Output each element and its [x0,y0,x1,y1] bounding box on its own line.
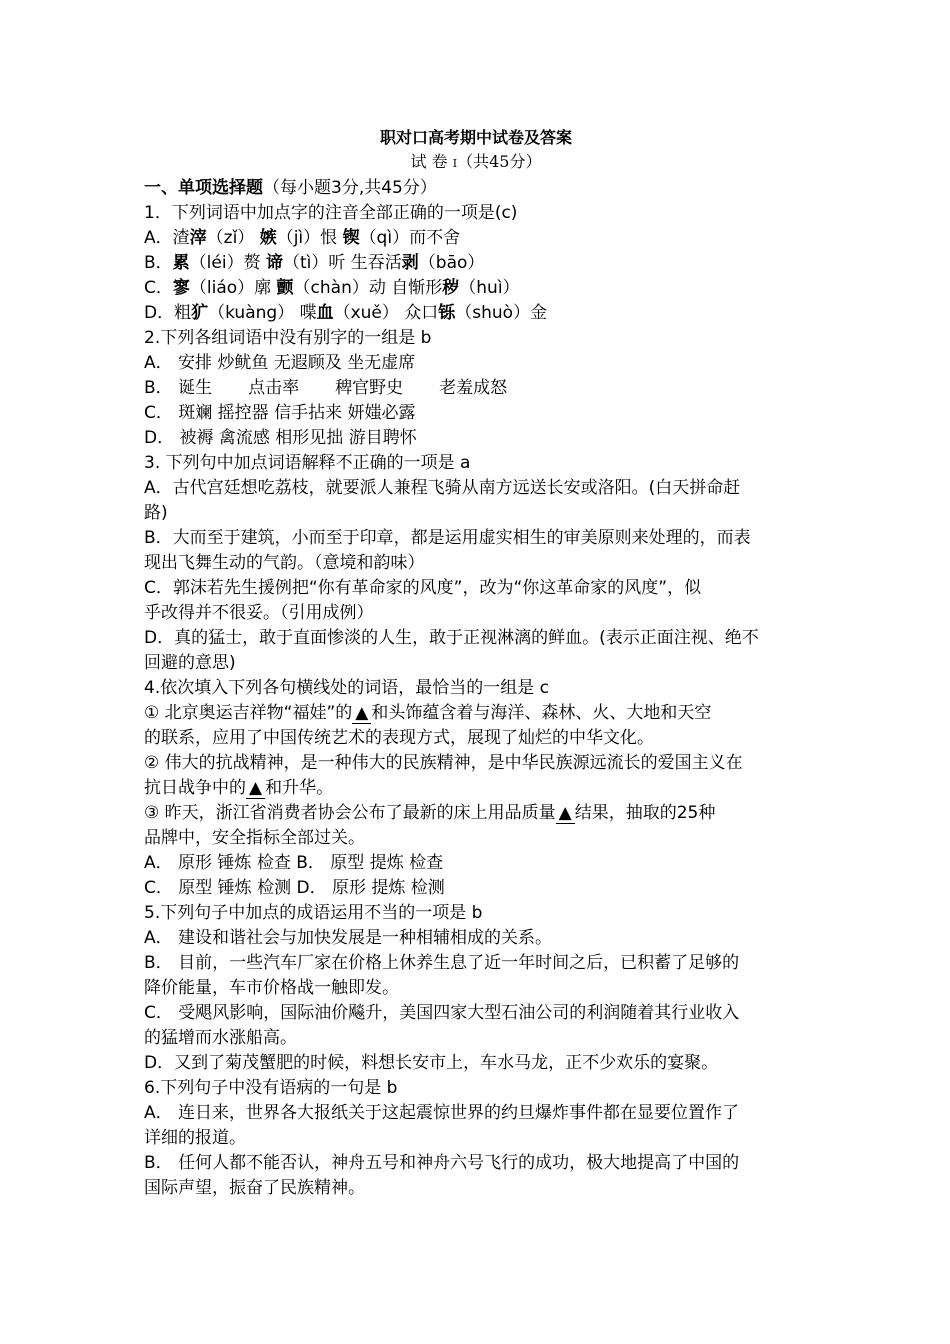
question-1-option-b: B．累（léi）赘 谛（tì）听 生吞活剥（bāo） [144,253,485,273]
question-3-option-b-line2: 现出飞舞生动的气韵。（意境和韵味） [144,553,425,573]
document-title: 职对口高考期中试卷及答案 [379,128,572,147]
fill-blank: ▲ [352,703,371,724]
question-5-stem: 5.下列句子中加点的成语运用不当的一项是 b [144,903,483,923]
question-3-option-c-line2: 乎改得并不很妥。（引用成例） [144,603,374,623]
question-4-options-ab: A． 原形 锤炼 检查 B． 原型 提炼 检查 [144,853,444,873]
question-3-option-b-line1: B．大而至于建筑，小而至于印章，都是运用虚实相生的审美原则来处理的，而表 [144,528,751,548]
question-5-option-a: A． 建设和谐社会与加快发展是一种相辅相成的关系。 [144,928,553,948]
question-4-stem: 4.依次填入下列各句横线处的词语，最恰当的一组是 c [144,678,549,698]
question-5-option-d: D．又到了菊茂蟹肥的时候，料想长安市上，车水马龙，正不少欢乐的宴聚。 [144,1053,719,1073]
section-heading: 一、单项选择题（每小题3分,共45分） [144,178,437,198]
question-4-sentence-1-line2: 的联系，应用了中国传统艺术的表现方式，展现了灿烂的中华文化。 [144,728,654,748]
question-3-option-c-line1: C．郭沫若先生援例把“你有革命家的风度”，改为“你这革命家的风度”，似 [144,578,702,598]
question-2-option-b: B． 诞生 点击率 稗官野史 老羞成怒 [144,378,508,398]
question-4-sentence-3-line2: 品牌中，安全指标全部过关。 [144,828,365,848]
question-3-option-a-line1: A．古代宫廷想吃荔枝，就要派人兼程飞骑从南方远送长安或洛阳。(白天拼命赶 [144,478,741,498]
question-6-option-b-line1: B． 任何人都不能否认，神舟五号和神舟六号飞行的成功，极大地提高了中国的 [144,1153,740,1173]
question-6-option-a-line2: 详细的报道。 [144,1128,246,1148]
question-5-option-b-line2: 降价能量，车市价格战一触即发。 [144,978,399,998]
question-4-sentence-2-line1: ② 伟大的抗战精神，是一种伟大的民族精神，是中华民族源远流长的爱国主义在 [144,753,743,773]
question-1-option-d: D．粗犷（kuàng） 喋血（xuě） 众口铄（shuò）金 [144,303,548,323]
question-4-options-cd: C． 原型 锤炼 检测 D． 原形 提炼 检测 [144,878,445,898]
question-5-option-c-line2: 的猛增而水涨船高。 [144,1028,297,1048]
question-2-option-d: D． 被褥 禽流感 相形见拙 游目聘怀 [144,428,417,448]
question-4-sentence-3-line1: ③ 昨天，浙江省消费者协会公布了最新的床上用品质量 ▲ 结果，抽取的25种 [144,803,716,823]
document-body [144,126,808,1201]
question-1-option-a: A．渣滓（zǐ） 嫉（jì）恨 锲（qì）而不舍 [144,228,461,248]
question-2-option-a: A． 安排 炒鱿鱼 无遐顾及 坐无虚席 [144,353,416,373]
question-3-option-a-line2: 路) [144,503,168,523]
question-3-option-d-line2: 回避的意思) [144,653,236,673]
question-5-option-b-line1: B． 目前，一些汽车厂家在价格上休养生息了近一年时间之后，已积蓄了足够的 [144,953,740,973]
fill-blank: ▲ [246,778,265,799]
question-3-stem: 3. 下列句中加点词语解释不正确的一项是 a [144,453,471,473]
question-6-option-a-line1: A． 连日来，世界各大报纸关于这起震惊世界的约旦爆炸事件都在显要位置作了 [144,1103,740,1123]
question-2-stem: 2.下列各组词语中没有别字的一组是 b [144,328,432,348]
question-3-option-d-line1: D．真的猛士，敢于直面惨淡的人生，敢于正视淋漓的鲜血。(表示正面注视、绝不 [144,628,759,648]
question-4-sentence-1-line1: ① 北京奥运吉祥物“福娃”的 ▲ 和头饰蕴含着与海洋、森林、火、大地和天空 [144,703,712,723]
fill-blank: ▲ [556,803,575,824]
document-subtitle: 试 卷 I（共45分） [410,152,542,171]
question-6-stem: 6.下列句子中没有语病的一句是 b [144,1078,398,1098]
question-1-stem: 1．下列词语中加点字的注音全部正确的一项是(c) [144,203,518,223]
question-2-option-c: C． 斑斓 摇控器 信手拈来 妍媸必露 [144,403,416,423]
question-4-sentence-2-line2: 抗日战争中的 ▲ 和升华。 [144,778,334,798]
question-1-option-c: C．寥（liáo）廓 颤（chàn）动 自惭形秽（huì） [144,278,520,298]
question-5-option-c-line1: C． 受飓风影响，国际油价飚升，美国四家大型石油公司的利润随着其行业收入 [144,1003,740,1023]
question-6-option-b-line2: 国际声望，振奋了民族精神。 [144,1178,365,1198]
